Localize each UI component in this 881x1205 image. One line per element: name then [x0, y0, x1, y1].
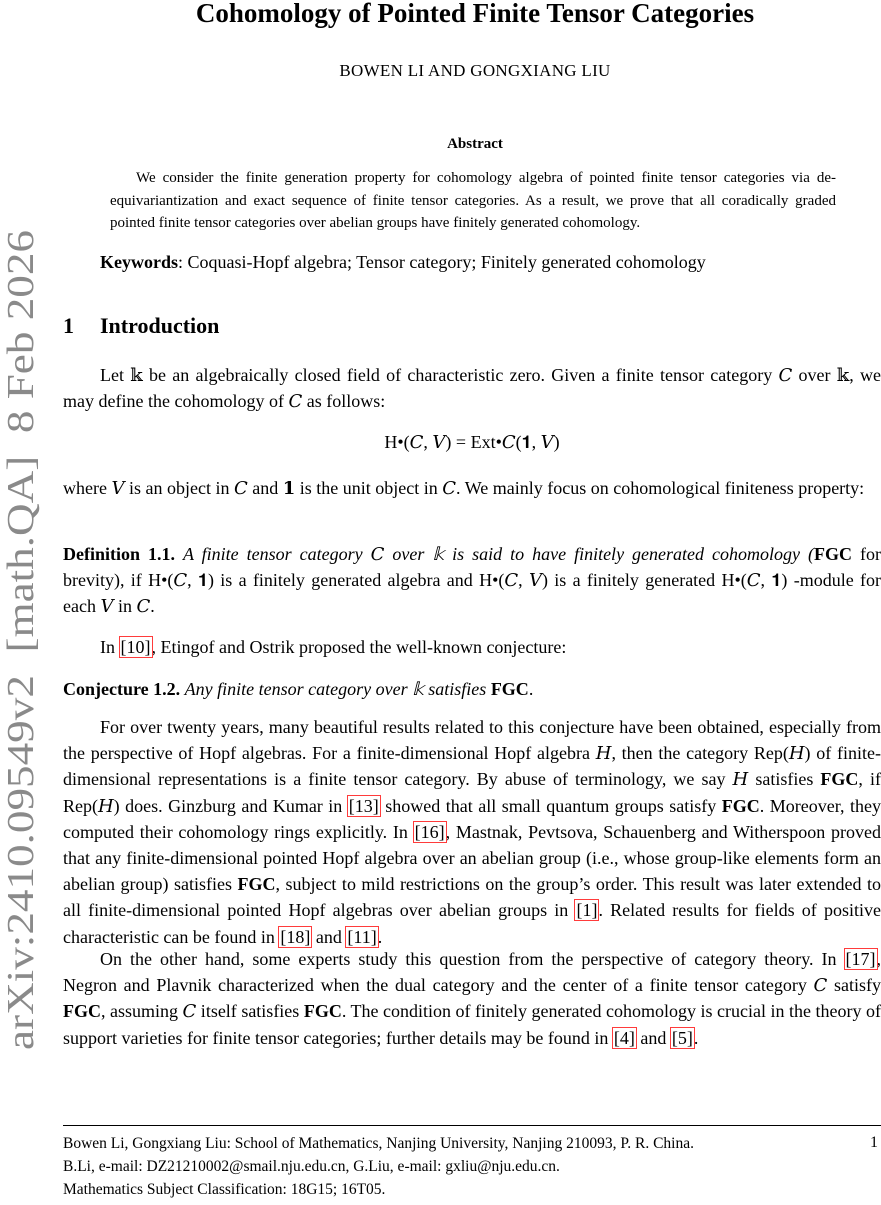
citation-link[interactable]: [18]	[280, 926, 311, 947]
footnote-affiliation: Bowen Li, Gongxiang Liu: School of Mathematics, Nanjing University, Nanjing 210093, P. R. China.	[63, 1135, 694, 1152]
page-number: 1	[870, 1134, 878, 1151]
category-theory-paragraph: On the other hand, some experts study this question from the perspective of category theory. In [17], Negron and Plavnik characterized when the dual category and the center of a finite tensor category 𝐶 satisfy FGC, assuming 𝐶 itself satisfies FGC. The condition of finitely generated cohomology is crucial in the theory of support varieties for finite tensor categories; further details may be found in [4] and [5].	[63, 949, 881, 1048]
abstract-heading: Abstract	[447, 136, 503, 152]
section-number: 1	[63, 313, 74, 338]
citation-link[interactable]: [17]	[845, 949, 876, 969]
cohomology-equation: H•(𝐶, 𝑉) = Ext•𝐶(𝟏, 𝑉)	[384, 432, 560, 452]
abstract-text: We consider the finite generation property for cohomology algebra of pointed finite tensor categories via de-equivariantization and exact sequence of finite tensor categories. As a result, we prove that all coradically graded pointed finite tensor categories over abelian groups have finitely generated cohomology.	[110, 170, 836, 231]
footnote-msc: Mathematics Subject Classification: 18G15; 16T05.	[63, 1181, 386, 1198]
arxiv-identifier-text: arXiv:2410.09549v2 [math.QA] 8 Feb 2026	[2, 359, 40, 1050]
hopf-algebra-history-paragraph: For over twenty years, many beautiful results related to this conjecture have been obtained, especially from the perspective of Hopf algebras. For a finite-dimensional Hopf algebra 𝐻, then the category Rep(𝐻) of finite-dimensional representations is a finite tensor category. By abuse of terminology, we say 𝐻 satisfies FGC, if Rep(𝐻) does. Ginzburg and Kumar in [13] showed that all small quantum groups satisfy FGC. Moreover, they computed their cohomology rings explicitly. In [16], Mastnak, Pevtsova, Schauenberg and Witherspoon proved that any finite-dimensional pointed Hopf algebra over an abelian group (i.e., whose group-like elements form an abelian group) satisfies FGC, subject to mild restrictions on the group’s order. This result was later extended to all finite-dimensional pointed Hopf algebras over abelian groups in [1]. Related results for fields of positive characteristic can be found in [18] and [11].	[63, 717, 881, 947]
conjecture-1-2: Conjecture 1.2. Any finite tensor category over 𝕜 satisfies FGC.	[63, 679, 534, 699]
citation-link[interactable]: [4]	[613, 1027, 635, 1048]
citation-link[interactable]: [16]	[414, 821, 445, 842]
footnote-divider	[63, 1125, 881, 1126]
equation-explanation: where 𝑉 is an object in 𝐶 and 𝟏 is the unit object in 𝐶. We mainly focus on cohomological finiteness property:	[63, 478, 865, 498]
intro-paragraph: Let 𝕜 be an algebraically closed field of characteristic zero. Given a finite tensor category 𝐶 over 𝕜, we may define the cohomology of 𝐶 as follows:	[63, 365, 881, 412]
citation-link[interactable]: [10]	[120, 637, 151, 657]
author-line: BOWEN LI AND GONGXIANG LIU	[339, 61, 611, 80]
definition-label: Definition 1.1.	[63, 544, 175, 564]
citation-link[interactable]: [1]	[576, 900, 598, 921]
paper-title: Cohomology of Pointed Finite Tensor Categories	[195, 0, 755, 28]
arxiv-identifier-stamp[interactable]	[2, 0, 40, 1200]
citation-link[interactable]: [11]	[347, 926, 377, 947]
keywords-text: : Coquasi-Hopf algebra; Tensor category; Finitely generated cohomology	[178, 252, 706, 272]
section-heading-introduction	[63, 313, 219, 339]
citation-link[interactable]: [5]	[671, 1027, 693, 1048]
keywords-label: Keywords	[100, 252, 178, 272]
definition-1-1: Definition 1.1. A finite tensor category 𝐶 over 𝕜 is said to have finitely generated cohomology (FGC for brevity), if H•(𝐶, 𝟏) is a finitely generated algebra and H•(𝐶, 𝑉) is a finitely generated H•(𝐶, 𝟏) -module for each 𝑉 in 𝐶.	[63, 544, 881, 617]
etingof-ostrik-paragraph: In [10], Etingof and Ostrik proposed the well-known conjecture:	[100, 637, 567, 657]
conjecture-label: Conjecture 1.2.	[63, 679, 181, 699]
section-title: Introduction	[100, 313, 220, 338]
footnote-emails: B.Li, e-mail: DZ21210002@smail.nju.edu.cn, G.Liu, e-mail: gxliu@nju.edu.cn.	[63, 1158, 560, 1175]
keywords-line	[100, 252, 860, 273]
citation-link[interactable]: [13]	[348, 795, 379, 816]
